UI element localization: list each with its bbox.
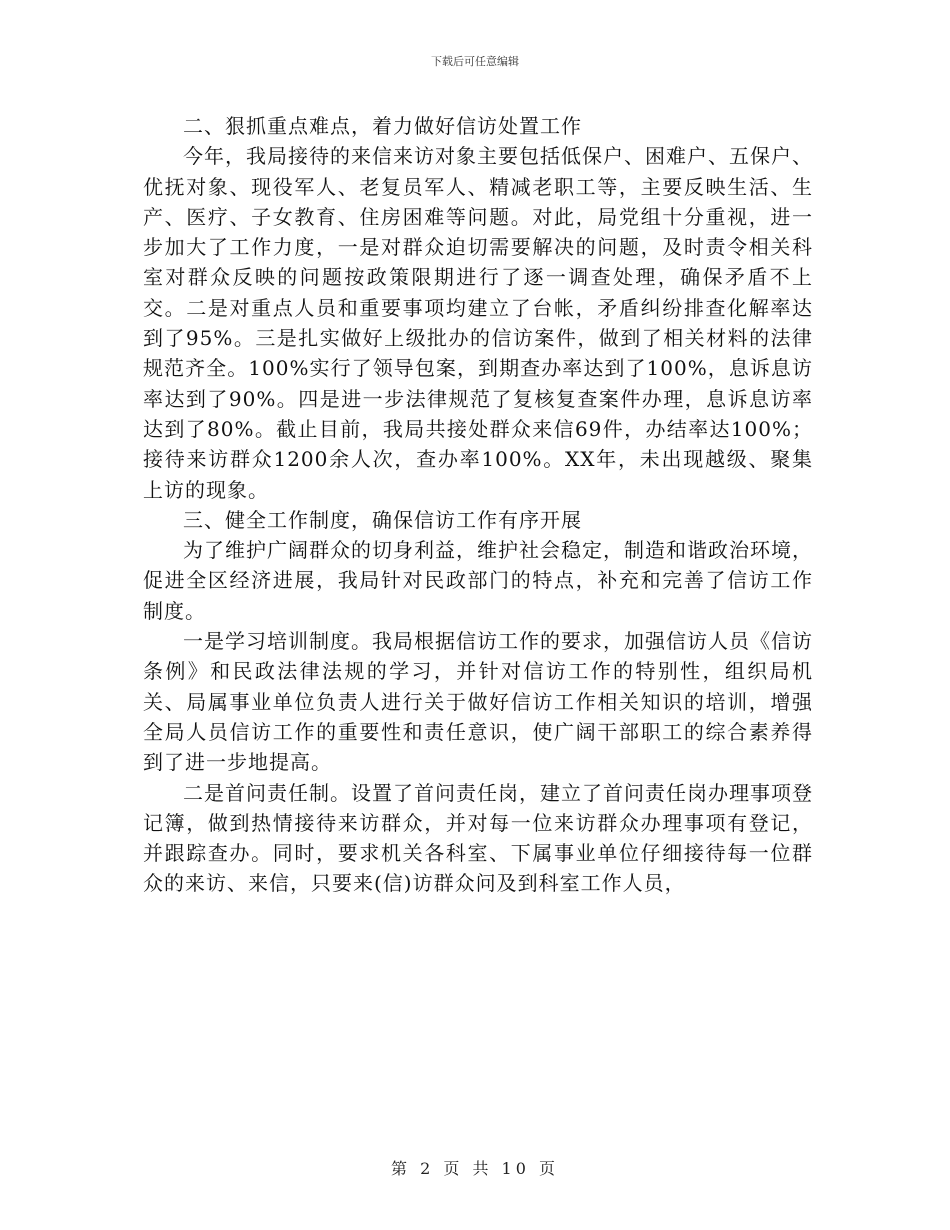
body-paragraph: 今年，我局接待的来信来访对象主要包括低保户、困难户、五保户、优抚对象、现役军人、老复员军人、精减老职工等，主要反映生活、生产、医疗、子女教育、住房困难等问题。对此，局党组十分重视，进一步加大了工作力度，一是对群众迫切需要解决的问题，及时责令相关科室对群众反映的问题按政策限期进行了逐一调查处理，确保矛盾不上交。二是对重点人员和重要事项均建立了台帐，矛盾纠纷排查化解率达到了95%。三是扎实做好上级批办的信访案件，做到了相关材料的法律规范齐全。100%实行了领导包案，到期查办率达到了100%，息诉息访率达到了90%。四是进一步法律规范了复核复查案件办理，息诉息访率达到了80%。截止目前，我局共接处群众来信69件，办结率达100%；接待来访群众1200余人次，查办率100%。XX年，未出现越级、聚集上访的现象。 (143, 144, 813, 502)
body-paragraph: 二是首问责任制。设置了首问责任岗，建立了首问责任岗办理事项登记簿，做到热情接待来访群众，并对每一位来访群众办理事项有登记，并跟踪查办。同时，要求机关各科室、下属事业单位仔细接待每一位群众的来访、来信，只要来(信)访群众问及到科室工作人员， (143, 780, 813, 896)
page-header: 下载后可任意编辑 (431, 55, 519, 68)
section-heading-3: 三、健全工作制度，确保信访工作有序开展 (183, 507, 582, 532)
page-footer: 第 2 页 共 10 页 (391, 1159, 559, 1178)
body-paragraph: 为了维护广阔群众的切身利益，维护社会稳定，制造和谐政治环境，促进全区经济进展，我局针对民政部门的特点，补充和完善了信访工作制度。 (143, 538, 813, 623)
section-heading-2: 二、狠抓重点难点，着力做好信访处置工作 (183, 114, 582, 138)
document-body (143, 111, 813, 899)
body-paragraph: 一是学习培训制度。我局根据信访工作的要求，加强信访人员《信访条例》和民政法律法规的学习，并针对信访工作的特别性，组织局机关、局属事业单位负责人进行关于做好信访工作相关知识的培训，增强全局人员信访工作的重要性和责任意识，使广阔干部职工的综合素养得到了进一步地提高。 (143, 629, 813, 775)
